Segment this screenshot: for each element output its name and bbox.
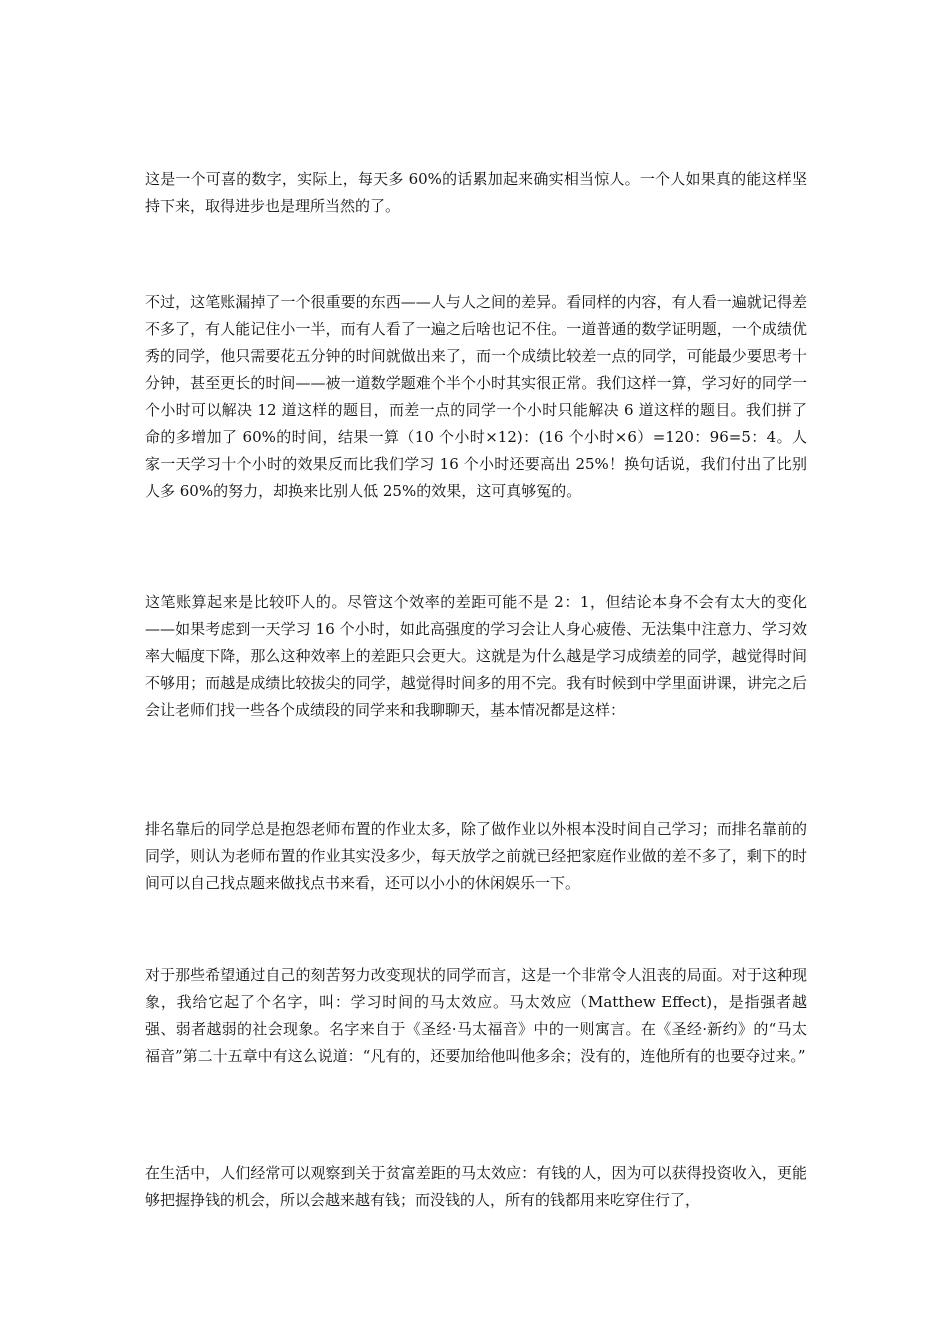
paragraph-individual-differences: 不过，这笔账漏掉了一个很重要的东西——人与人之间的差异。看同样的内容，有人看一遍就记得差不多了，有人能记住小一半，而有人看了一遍之后啥也记不住。一道普通的数学证明题，一个成绩优秀的同学，他只需要花五分钟的时间就做出来了，而一个成绩比较差一点的同学，可能最少要思考十分钟，甚至更长的时间——被一道数学题难个半个小时其实很正常。我们这样一算，学习好的同学一个小时可以解决 12 道这样的题目，而差一点的同学一个小时只能解决 6 道这样的题目。我们拼了命的多增加了 60%的时间，结果一算（10 个小时×12)：(16 个小时×6）=120：96=5：4。人家一天学习十个小时的效果反而比我们学习 16 个小时还要高出 25%！换句话说，我们付出了比别人多 60%的努力，却换来比别人低 25%的效果，这可真够冤的。 — [145, 293, 807, 500]
paragraph-matthew-effect: 对于那些希望通过自己的刻苦努力改变现状的同学而言，这是一个非常令人沮丧的局面。对于这种现象，我给它起了个名字，叫：学习时间的马太效应。马太效应（Matthew Effect)，是指强者越强、弱者越弱的社会现象。名字来自于《圣经·马太福音》中的一则寓言。在《圣经·新约》的“马太福音”第二十五章中有这么说道：“凡有的，还要加给他叫他多余；没有的，连他所有的也要夺过来。” — [145, 966, 807, 1065]
paragraph-wealth-gap: 在生活中，人们经常可以观察到关于贫富差距的马太效应：有钱的人，因为可以获得投资收入，更能够把握挣钱的机会，所以会越来越有钱；而没钱的人，所有的钱都用来吃穿住行了， — [145, 1164, 807, 1209]
paragraph-efficiency-gap: 这笔账算起来是比较吓人的。尽管这个效率的差距可能不是 2：1，但结论本身不会有太大的变化——如果考虑到一天学习 16 个小时，如此高强度的学习会让人身心疲倦、无法集中注意力、学习效率大幅度下降，那么这种效率上的差距只会更大。这就是为什么越是学习成绩差的同学，越觉得时间不够用；而越是成绩比较拔尖的同学，越觉得时间多的用不完。我有时候到中学里面讲课，讲完之后会让老师们找一些各个成绩段的同学来和我聊聊天，基本情况都是这样： — [145, 593, 807, 719]
paragraph-percentage-benefit: 这是一个可喜的数字，实际上，每天多 60%的话累加起来确实相当惊人。一个人如果真的能这样坚持下来，取得进步也是理所当然的了。 — [145, 170, 807, 215]
paragraph-homework-complaints: 排名靠后的同学总是抱怨老师布置的作业太多，除了做作业以外根本没时间自己学习；而排名靠前的同学，则认为老师布置的作业其实没多少，每天放学之前就已经把家庭作业做的差不多了，剩下的时间可以自己找点题来做找点书来看，还可以小小的休闲娱乐一下。 — [145, 820, 807, 892]
